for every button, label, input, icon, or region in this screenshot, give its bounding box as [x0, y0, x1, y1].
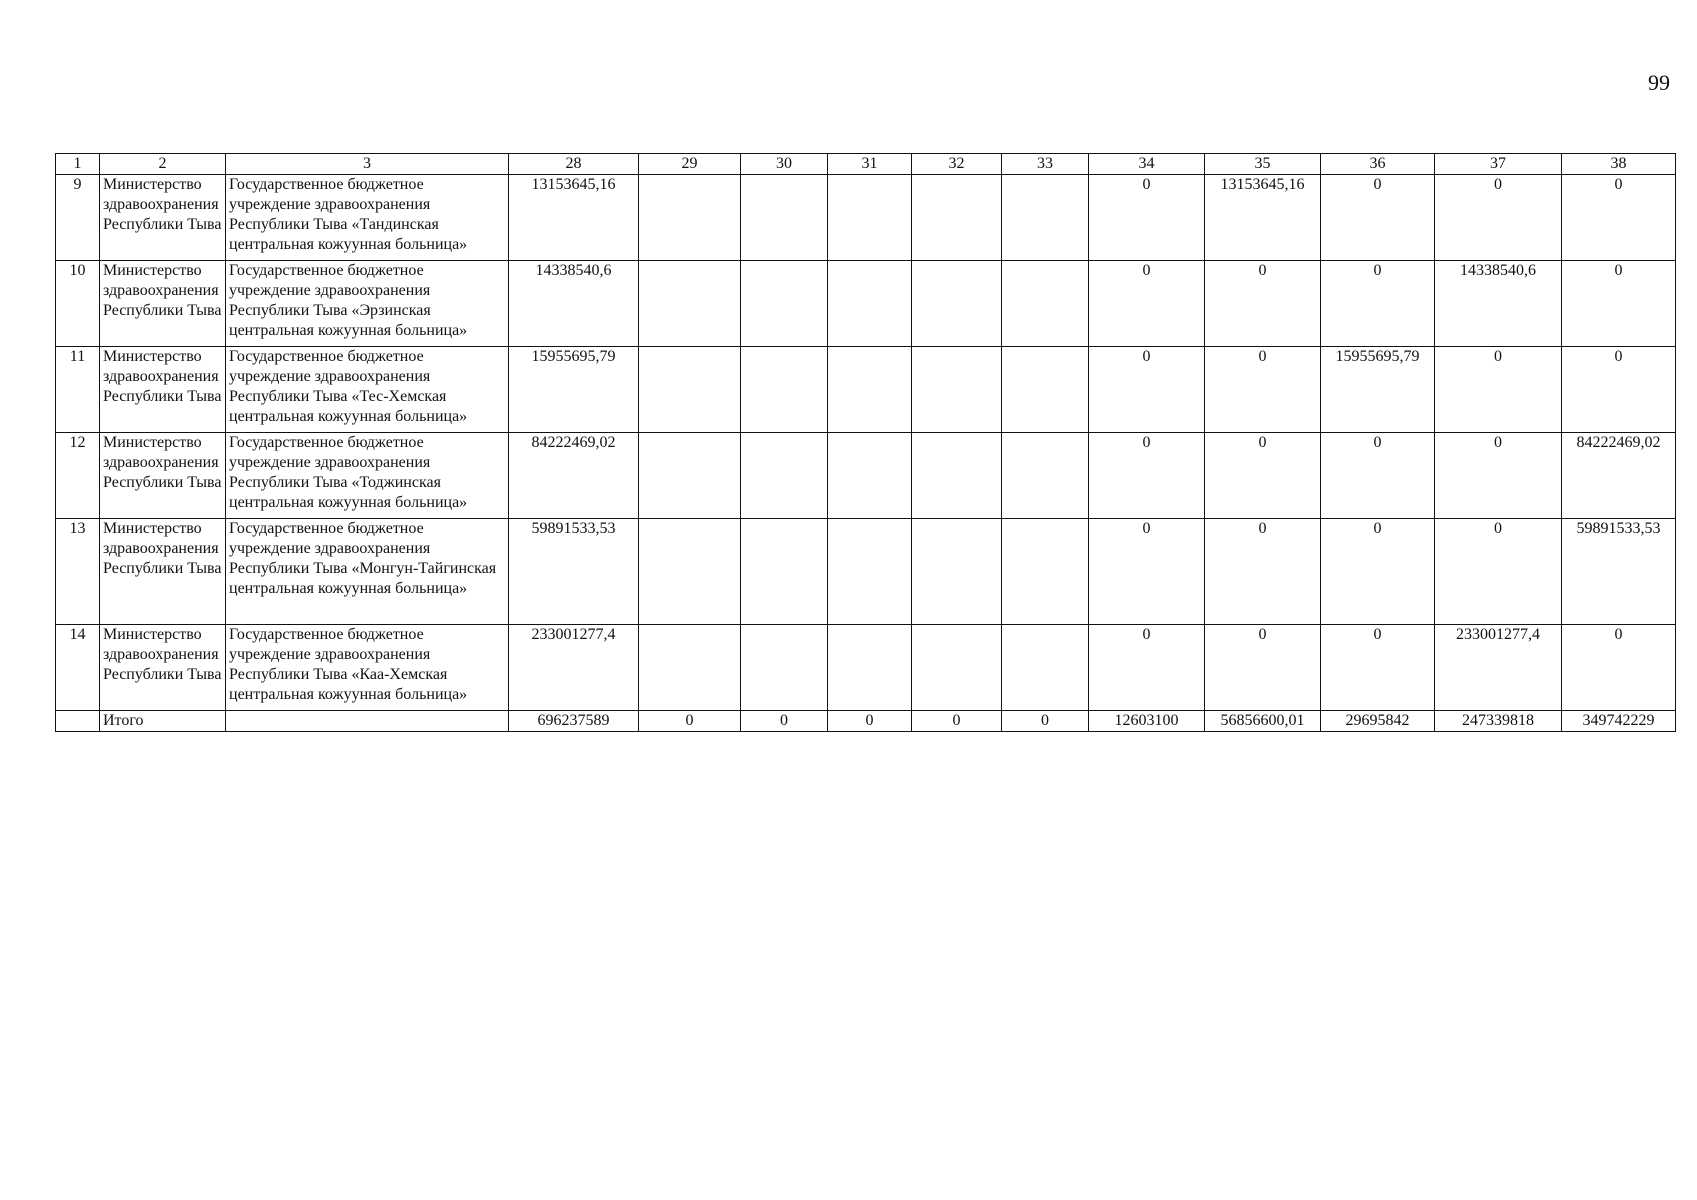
institution-cell: Государственное бюджетное учреждение здравоохранения Республики Тыва «Тандинская центральная кожуунная больница» [226, 175, 509, 261]
value-cell [639, 175, 741, 261]
value-cell: 0 [1089, 433, 1205, 519]
value-cell [828, 261, 912, 347]
value-cell: 84222469,02 [509, 433, 639, 519]
value-cell [1002, 519, 1089, 625]
value-cell: 233001277,4 [509, 625, 639, 711]
total-value-cell: 12603100 [1089, 711, 1205, 732]
total-value-cell: 0 [741, 711, 828, 732]
value-cell: 0 [1562, 175, 1676, 261]
value-cell: 0 [1562, 347, 1676, 433]
value-cell [912, 519, 1002, 625]
ministry-cell: Министерство здравоохранения Республики Тыва [100, 519, 226, 625]
column-header: 33 [1002, 154, 1089, 175]
value-cell: 0 [1562, 625, 1676, 711]
value-cell: 0 [1205, 261, 1321, 347]
value-cell [912, 347, 1002, 433]
value-cell: 14338540,6 [509, 261, 639, 347]
value-cell: 0 [1321, 175, 1435, 261]
column-header: 2 [100, 154, 226, 175]
institution-cell [226, 711, 509, 732]
column-header: 31 [828, 154, 912, 175]
value-cell [1002, 175, 1089, 261]
column-header: 32 [912, 154, 1002, 175]
row-number: 10 [56, 261, 100, 347]
value-cell: 0 [1205, 433, 1321, 519]
row-number: 12 [56, 433, 100, 519]
value-cell [828, 519, 912, 625]
column-header: 37 [1435, 154, 1562, 175]
column-header: 38 [1562, 154, 1676, 175]
value-cell: 15955695,79 [1321, 347, 1435, 433]
column-header: 1 [56, 154, 100, 175]
ministry-cell: Министерство здравоохранения Республики Тыва [100, 175, 226, 261]
total-value-cell: 0 [912, 711, 1002, 732]
value-cell [1002, 433, 1089, 519]
value-cell: 0 [1562, 261, 1676, 347]
value-cell [639, 347, 741, 433]
value-cell [639, 519, 741, 625]
value-cell: 0 [1435, 519, 1562, 625]
row-number [56, 711, 100, 732]
row-number: 11 [56, 347, 100, 433]
value-cell: 14338540,6 [1435, 261, 1562, 347]
value-cell [828, 175, 912, 261]
header-row [56, 154, 1676, 175]
total-value-cell: 247339818 [1435, 711, 1562, 732]
row-number: 9 [56, 175, 100, 261]
column-header: 34 [1089, 154, 1205, 175]
value-cell [1002, 625, 1089, 711]
institution-cell: Государственное бюджетное учреждение здравоохранения Республики Тыва «Тоджинская центральная кожуунная больница» [226, 433, 509, 519]
value-cell: 0 [1089, 175, 1205, 261]
value-cell [912, 433, 1002, 519]
value-cell: 0 [1089, 261, 1205, 347]
value-cell [639, 261, 741, 347]
value-cell: 0 [1089, 625, 1205, 711]
value-cell [741, 261, 828, 347]
value-cell [639, 625, 741, 711]
value-cell [741, 519, 828, 625]
page-number: 99 [1648, 70, 1670, 95]
table-row [56, 625, 1676, 711]
total-value-cell: 0 [639, 711, 741, 732]
value-cell: 0 [1321, 625, 1435, 711]
ministry-cell: Министерство здравоохранения Республики Тыва [100, 625, 226, 711]
ministry-cell: Министерство здравоохранения Республики Тыва [100, 433, 226, 519]
value-cell: 0 [1321, 261, 1435, 347]
column-header: 35 [1205, 154, 1321, 175]
institution-cell: Государственное бюджетное учреждение здравоохранения Республики Тыва «Каа-Хемская центральная кожуунная больница» [226, 625, 509, 711]
row-number: 14 [56, 625, 100, 711]
table-row [56, 175, 1676, 261]
value-cell: 13153645,16 [1205, 175, 1321, 261]
total-value-cell: 349742229 [1562, 711, 1676, 732]
value-cell [741, 625, 828, 711]
value-cell: 0 [1321, 433, 1435, 519]
value-cell [639, 433, 741, 519]
value-cell [828, 347, 912, 433]
total-row [56, 711, 1676, 732]
column-header: 29 [639, 154, 741, 175]
ministry-cell: Министерство здравоохранения Республики Тыва [100, 261, 226, 347]
value-cell [828, 433, 912, 519]
value-cell: 0 [1435, 433, 1562, 519]
value-cell: 84222469,02 [1562, 433, 1676, 519]
value-cell [912, 625, 1002, 711]
column-header: 30 [741, 154, 828, 175]
value-cell [828, 625, 912, 711]
value-cell: 0 [1205, 519, 1321, 625]
value-cell: 0 [1435, 347, 1562, 433]
row-number: 13 [56, 519, 100, 625]
value-cell: 233001277,4 [1435, 625, 1562, 711]
total-label: Итого [100, 711, 226, 732]
value-cell [741, 433, 828, 519]
institution-cell: Государственное бюджетное учреждение здравоохранения Республики Тыва «Тес-Хемская центральная кожуунная больница» [226, 347, 509, 433]
table-row [56, 433, 1676, 519]
value-cell: 0 [1435, 175, 1562, 261]
value-cell: 59891533,53 [509, 519, 639, 625]
total-value-cell: 0 [828, 711, 912, 732]
total-value-cell: 696237589 [509, 711, 639, 732]
value-cell [1002, 261, 1089, 347]
value-cell: 0 [1205, 347, 1321, 433]
value-cell: 0 [1205, 625, 1321, 711]
value-cell: 0 [1089, 519, 1205, 625]
ministry-cell: Министерство здравоохранения Республики Тыва [100, 347, 226, 433]
total-value-cell: 29695842 [1321, 711, 1435, 732]
institution-cell: Государственное бюджетное учреждение здравоохранения Республики Тыва «Эрзинская центральная кожуунная больница» [226, 261, 509, 347]
institution-cell: Государственное бюджетное учреждение здравоохранения Республики Тыва «Монгун-Тайгинская центральная кожуунная больница» [226, 519, 509, 625]
table-row [56, 347, 1676, 433]
column-header: 28 [509, 154, 639, 175]
column-header: 36 [1321, 154, 1435, 175]
value-cell [741, 347, 828, 433]
budget-table [55, 153, 1676, 732]
value-cell: 15955695,79 [509, 347, 639, 433]
value-cell [1002, 347, 1089, 433]
value-cell: 59891533,53 [1562, 519, 1676, 625]
total-value-cell: 56856600,01 [1205, 711, 1321, 732]
value-cell [741, 175, 828, 261]
column-header: 3 [226, 154, 509, 175]
total-value-cell: 0 [1002, 711, 1089, 732]
value-cell: 0 [1321, 519, 1435, 625]
table-row [56, 519, 1676, 625]
value-cell [912, 261, 1002, 347]
table-row [56, 261, 1676, 347]
value-cell: 13153645,16 [509, 175, 639, 261]
value-cell [912, 175, 1002, 261]
value-cell: 0 [1089, 347, 1205, 433]
